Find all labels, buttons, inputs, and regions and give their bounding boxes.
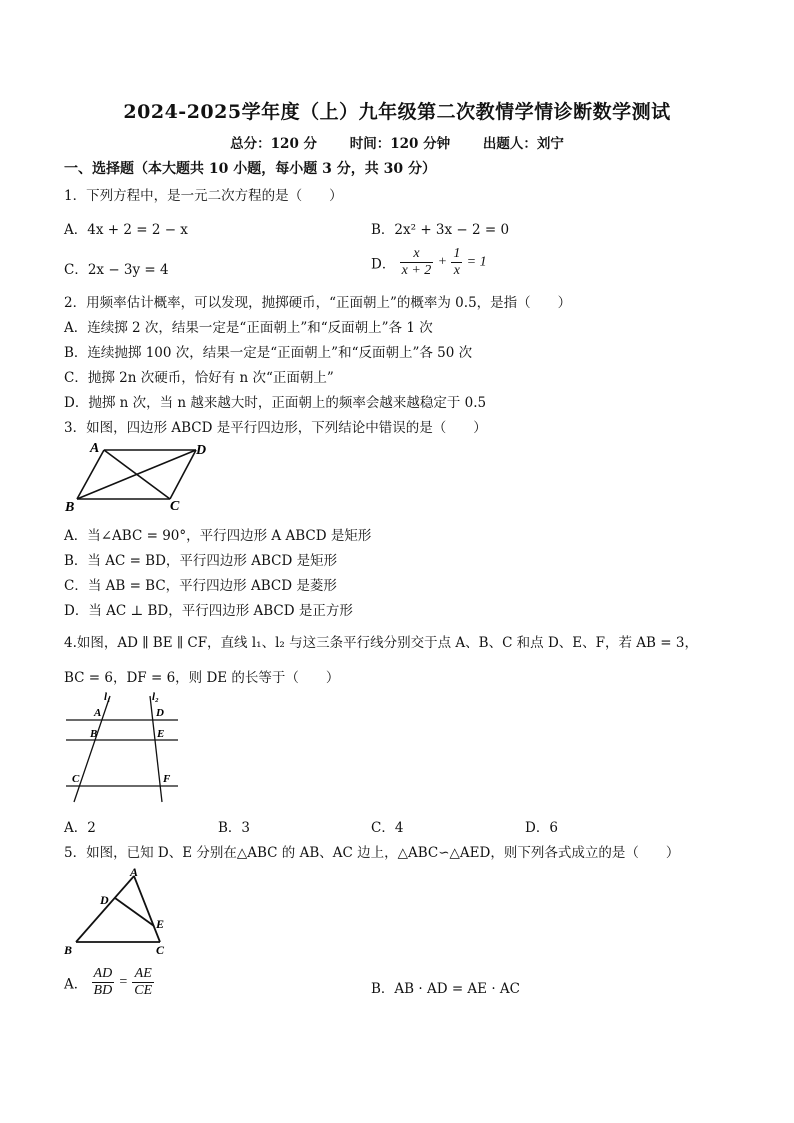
q4-option-c: C．4 [371,820,404,836]
q3-option-d: D．当 AC ⊥ BD，平行四边形 ABCD 是正方形 [64,603,353,619]
q1-d-fraction-2: $\frac{1}{x}$ [453,246,461,278]
q3-option-b: B．当 AC = BD，平行四边形 ABCD 是矩形 [64,553,338,569]
q5-stem: 5．如图，已知 D、E 分别在△ABC 的 AB、AC 边上，△ABC∽△AED，则下列各式成立的是（ ） [64,845,680,861]
q3-option-a: A．当∠ABC = 90°，平行四边形 A ABCD 是矩形 [64,528,372,544]
q4-option-a: A．2 [64,820,96,836]
q1-option-d: D． $\frac{x}{x + 2}$ + $\frac{1}{x}$ = 1 [371,246,487,278]
exam-author: 出题人：刘宁 [482,136,564,152]
exam-meta [0,132,794,152]
q3-label-b: B [65,500,75,515]
q3-label-d: D [196,443,207,458]
q3-parallelogram-figure [62,438,222,518]
total-score: 总分：120 分 [230,136,318,152]
q5-label-a: A [130,865,139,879]
q2-option-a: A．连续掷 2 次，结果一定是“正面朝上”和“反面朝上”各 1 次 [64,320,433,336]
q5-label-c: C [156,943,165,957]
q3-stem: 3．如图，四边形 ABCD 是平行四边形，下列结论中错误的是（ ） [64,420,487,436]
q5-label-e: E [156,917,165,931]
q1-option-b: B．2x² + 3x − 2 = 0 [371,222,510,238]
q4-option-d: D．6 [525,820,558,836]
q1-option-a: A．4x + 2 = 2 − x [64,222,188,238]
q5-triangle-figure [60,864,175,960]
q5-a-fraction-1: $\frac{AD}{BD}$ [93,966,113,998]
q4-stem-line1: 4.如图，AD ∥ BE ∥ CF，直线 l₁、l₂ 与这三条平行线分别交于点 A、B、C 和点 D、E、F，若 AB = 3， [64,635,698,651]
q4-label-l1: l₁ [104,691,111,703]
q2-option-c: C．抛掷 2n 次硬币，恰好有 n 次“正面朝上” [64,370,334,386]
q2-option-d: D．抛掷 n 次，当 n 越来越大时，正面朝上的频率会越来越稳定于 0.5 [64,395,487,411]
q4-option-b: B．3 [218,820,251,836]
q2-option-b: B．连续抛掷 100 次，结果一定是“正面朝上”和“反面朝上”各 50 次 [64,345,473,361]
q4-label-f: F [163,773,171,785]
q3-label-a: A [90,441,100,456]
q4-parallel-lines-figure [60,690,185,805]
q1-option-c: C．2x − 3y = 4 [64,262,169,278]
q5-option-b: B．AB · AD = AE · AC [371,981,520,997]
q4-label-b: B [90,728,98,740]
q3-option-c: C．当 AB = BC，平行四边形 ABCD 是菱形 [64,578,337,594]
q1-stem: 1．下列方程中，是一元二次方程的是（ ） [64,188,343,204]
q5-option-a: A． $\frac{AD}{BD}$ = $\frac{AE}{CE}$ [64,966,153,998]
q4-label-e: E [157,728,165,740]
q3-label-c: C [170,499,180,514]
section-heading: 一、选择题（本大题共 10 小题，每小题 3 分，共 30 分） [64,161,436,177]
q5-a-fraction-2: $\frac{AE}{CE}$ [134,966,153,998]
q4-stem-line2: BC = 6，DF = 6，则 DE 的长等于（ ） [64,670,340,686]
page-title: 2024-2025学年度（上）九年级第二次教情学情诊断数学测试 [123,101,671,123]
q1-d-fraction-1: $\frac{x}{x + 2}$ [401,246,432,278]
q4-label-d: D [156,707,164,719]
q4-label-l2: l₂ [152,691,159,703]
q4-label-a: A [94,707,102,719]
q5-label-d: D [100,893,109,907]
q4-label-c: C [72,773,80,785]
q2-stem: 2．用频率估计概率，可以发现，抛掷硬币，“正面朝上”的概率为 0.5，是指（ ） [64,295,572,311]
exam-time: 时间：120 分钟 [349,136,451,152]
q5-label-b: B [64,943,73,957]
